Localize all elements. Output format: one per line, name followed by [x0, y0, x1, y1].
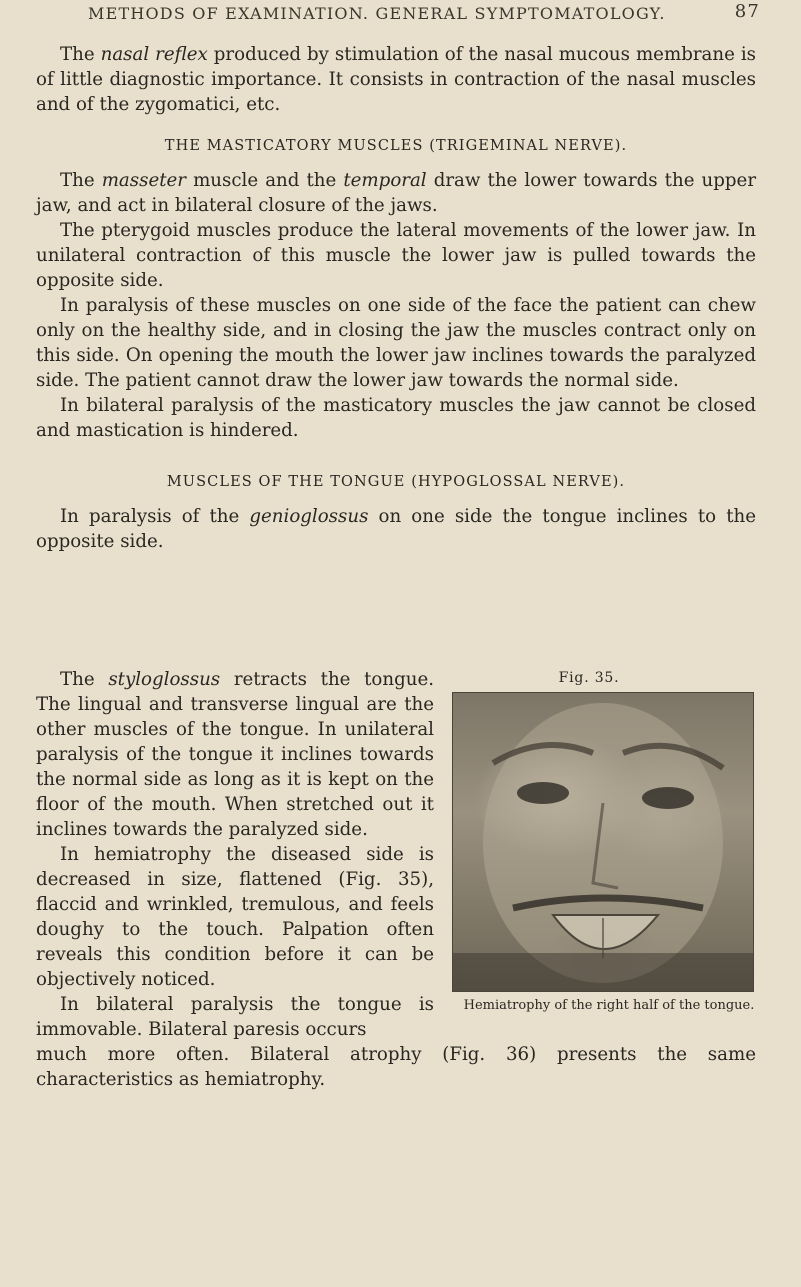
face-sketch-icon [453, 693, 753, 991]
nasal-reflex-paragraph: The nasal reflex produced by stimulation of the nasal mucous membrane is of little diagnostic importance. It consists in contraction of the nasal muscles and of the zygomatici, etc. [36, 44, 756, 115]
masticatory-heading: THE MASTICATORY MUSCLES (TRIGEMINAL NERVE). [164, 138, 628, 154]
figure-35 [450, 670, 768, 1014]
figure-caption: Hemiatrophy of the right half of the tongue. [463, 998, 755, 1013]
unilateral-paralysis-paragraph: In paralysis of these muscles on one side of the face the patient can chew only on the healthy side, and in closing the jaw the muscles contract only on this side. On opening the mouth the lower jaw inclines towards the paralyzed side. The patient cannot draw the lower jaw towards the normal side. [36, 295, 756, 391]
genioglossus-paragraph: In paralysis of the genioglossus on one side the tongue inclines to the opposite side. [36, 506, 756, 552]
running-head: METHODS OF EXAMINATION. GENERAL SYMPTOMATOLOGY. [88, 4, 666, 23]
tongue-heading: MUSCLES OF THE TONGUE (HYPOGLOSSAL NERVE). [166, 474, 626, 490]
hemiatrophy-paragraph: In hemiatrophy the diseased side is decreased in size, flattened (Fig. 35), flaccid and wrinkled, tremulous, and feels doughy to the touch. Palpation often reveals this condition before it can be objectively noticed. [36, 844, 434, 990]
text-block-narrow [36, 667, 434, 1042]
styloglossus-paragraph: The styloglossus retracts the tongue. The lingual and transverse lingual are the other muscles of the tongue. In unilateral paralysis of the tongue it inclines towards the normal side as long as it is kept on the floor of the mouth. When stretched out it inclines towards the paralyzed side. [36, 669, 435, 840]
page-header [70, 1, 760, 26]
figure-label: Fig. 35. [558, 670, 620, 686]
text-block-bottom [36, 1042, 756, 1092]
masseter-paragraph: The masseter muscle and the temporal draw the lower towards the upper jaw, and act in bilateral closure of the jaws. [36, 170, 757, 216]
text-block-top [36, 42, 756, 554]
page-number: 87 [734, 1, 760, 22]
pterygoid-paragraph: The pterygoid muscles produce the lateral movements of the lower jaw. In unilateral contraction of this muscle the lower jaw is pulled towards the opposite side. [36, 220, 756, 291]
bilateral-paralysis-paragraph: In bilateral paralysis the tongue is immovable. Bilateral paresis occurs [36, 994, 434, 1040]
bilateral-masticatory-paragraph: In bilateral paralysis of the masticatory muscles the jaw cannot be closed and mastication is hindered. [36, 395, 756, 441]
tongue-photograph [452, 692, 754, 992]
bilateral-atrophy-paragraph: much more often. Bilateral atrophy (Fig. 36) presents the same characteristics as hemiatrophy. [36, 1044, 756, 1090]
